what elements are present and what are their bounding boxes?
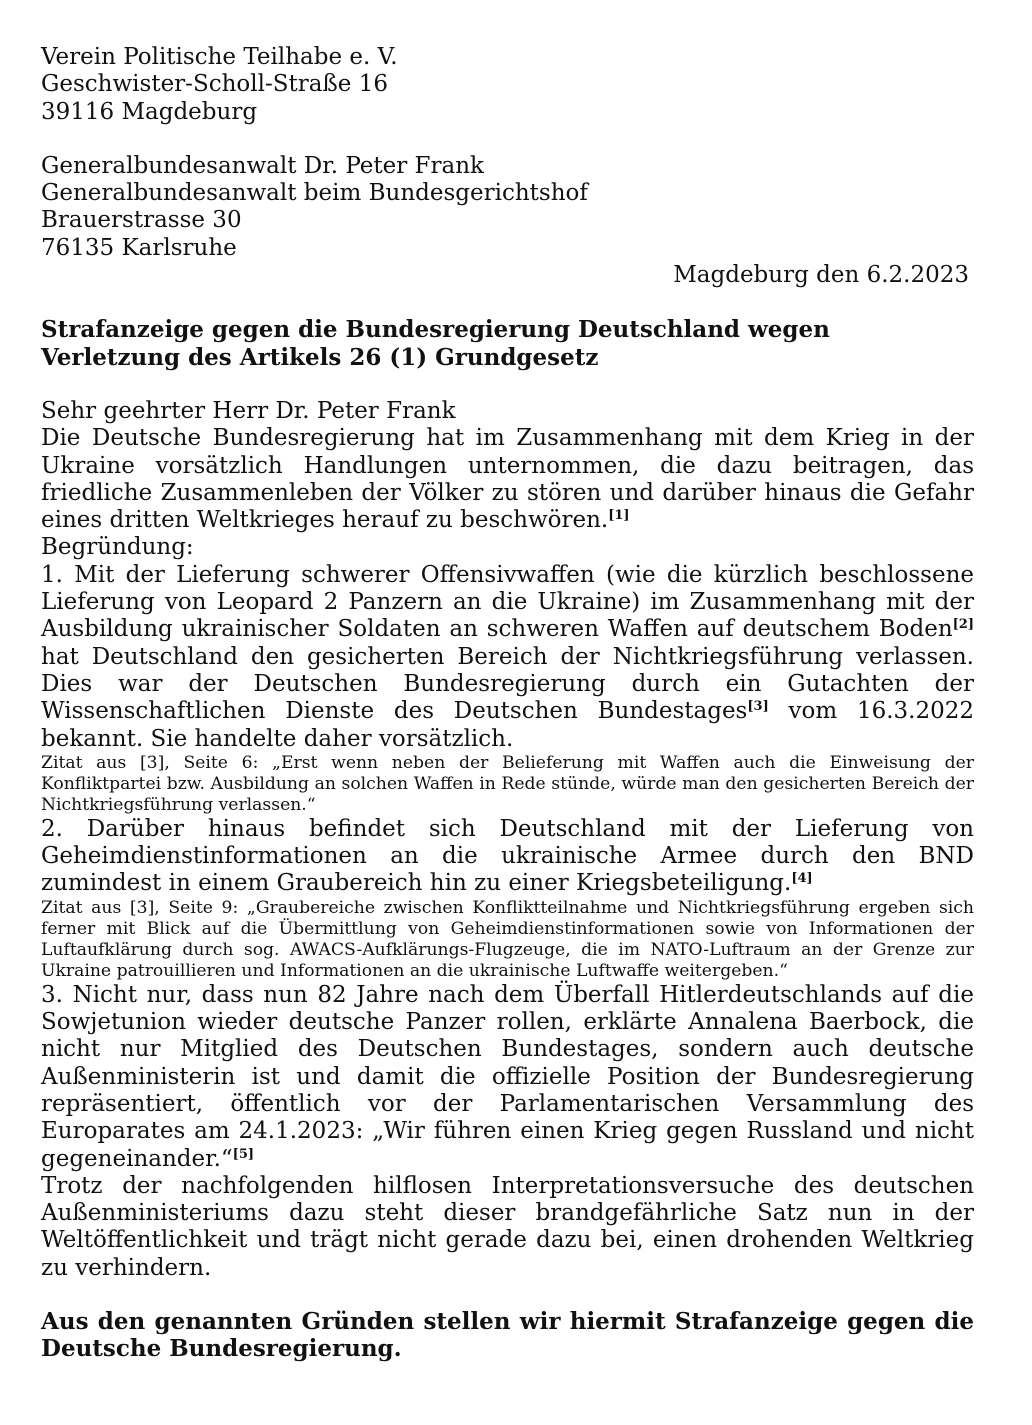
intro-text: Die Deutsche Bundesregierung hat im Zusammenhang mit dem Krieg in der Ukraine vorsätzlich Handlungen unternommen, die dazu beitragen, das friedliche Zusammenleben der Völker zu stören und darüber hinaus die Gefahr eines dritten Weltkrieges herauf zu beschwören. (41, 425, 974, 534)
point-3-paragraph (41, 982, 974, 1173)
point-1-quote: Zitat aus [3], Seite 6: „Erst wenn neben der Belieferung mit Waffen auch die Einweisung der Konfliktpartei bzw. Ausbildung an solchen Waffen in Rede stünde, würde man den gesicherten Bereich der Nichtkriegsführung verlassen.“ (41, 752, 974, 815)
sender-name: Verein Politische Teilhabe e. V. (41, 44, 398, 70)
salutation: Sehr geehrter Herr Dr. Peter Frank (41, 397, 456, 424)
reasoning-heading: Begründung: (41, 534, 194, 561)
point-1-text-c: vom 16.3.2022 bekannt. Sie handelte daher vorsätzlich. (41, 698, 975, 752)
conclusion-paragraph: Aus den genannten Gründen stellen wir hiermit Strafanzeige gegen die Deutsche Bundesregierung. (41, 1307, 974, 1363)
subject-line-2: Verletzung des Artikels 26 (1) Grundgesetz (41, 343, 599, 371)
recipient-street: Brauerstrasse 30 (41, 207, 242, 234)
followup-paragraph: Trotz der nachfolgenden hilflosen Interpretationsversuche des deutschen Außenministeriums dazu steht dieser brandgefährliche Satz nun in der Weltöffentlichkeit und trägt nicht gerade dazu bei, einen drohenden Weltkrieg zu verhindern. (41, 1172, 974, 1281)
point-2-quote: Zitat aus [3], Seite 9: „Graubereiche zwischen Konfliktteilnahme und Nichtkriegsführung ergeben sich ferner mit Blick auf die Übermittlung von Geheimdienstinformationen sowie von Informationen der Luftaufklärung durch sog. AWACS-Aufklärungs-Flugzeuge, die im NATO-Luftraum an der Grenze zur Ukraine patrouillieren und Informationen an die ukrainische Luftwaffe weitergeben.“ (41, 897, 974, 981)
point-3-text: 3. Nicht nur, dass nun 82 Jahre nach dem Überfall Hitlerdeutschlands auf die Sowjetunion wieder deutsche Panzer rollen, erklärte Annalena Baerbock, die nicht nur Mitglied des Deutschen Bundestages, sondern auch deutsche Außenministerin ist und damit die offizielle Position der Bundesregierung repräsentiert, öffentlich vor der Parlamentarischen Versammlung des Europarates am 24.1.2023: „Wir führen einen Krieg gegen Russland und nicht gegeneinander.“ (41, 981, 974, 1172)
footnote-ref-2: [2] (952, 617, 974, 633)
footnote-ref-1: [1] (608, 508, 630, 524)
sender-street: Geschwister-Scholl-Straße 16 (41, 71, 388, 98)
footnote-ref-4: [4] (791, 871, 813, 887)
subject-line-1: Strafanzeige gegen die Bundesregierung Deutschland wegen (41, 316, 830, 344)
point-1-text-b: hat Deutschland den gesicherten Bereich der Nichtkriegsführung verlassen. Dies war der Deutschen Bundesregierung durch ein Gutachten der Wissenschaftlichen Dienste des Deutschen Bundestages (41, 643, 974, 725)
sender-city: 39116 Magdeburg (41, 98, 258, 125)
footnote-ref-5: [5] (232, 1146, 255, 1162)
letter-subject (41, 316, 974, 371)
intro-paragraph (41, 425, 974, 534)
recipient-address (41, 153, 974, 262)
point-1-paragraph (41, 562, 974, 753)
letter-date: Magdeburg den 6.2.2023 (673, 262, 969, 289)
point-2-text: 2. Darüber hinaus befindet sich Deutschland mit der Lieferung von Geheimdienstinformationen an die ukrainische Armee durch den BND zumindest in einem Graubereich hin zu einer Kriegsbeteiligung. (41, 815, 974, 897)
point-2-paragraph (41, 816, 974, 898)
recipient-name: Generalbundesanwalt Dr. Peter Frank (41, 152, 484, 179)
recipient-city: 76135 Karlsruhe (41, 234, 237, 261)
sender-address (41, 44, 974, 126)
point-1-text-a: 1. Mit der Lieferung schwerer Offensivwaffen (wie die kürzlich beschlossene Lieferung von Leopard 2 Panzern an die Ukraine) im Zusammenhang mit der Ausbildung ukrainischer Soldaten an schweren Waffen auf deutschem Boden (41, 561, 974, 643)
footnote-ref-3: [3] (747, 699, 769, 715)
recipient-office: Generalbundesanwalt beim Bundesgerichtshof (41, 180, 588, 207)
